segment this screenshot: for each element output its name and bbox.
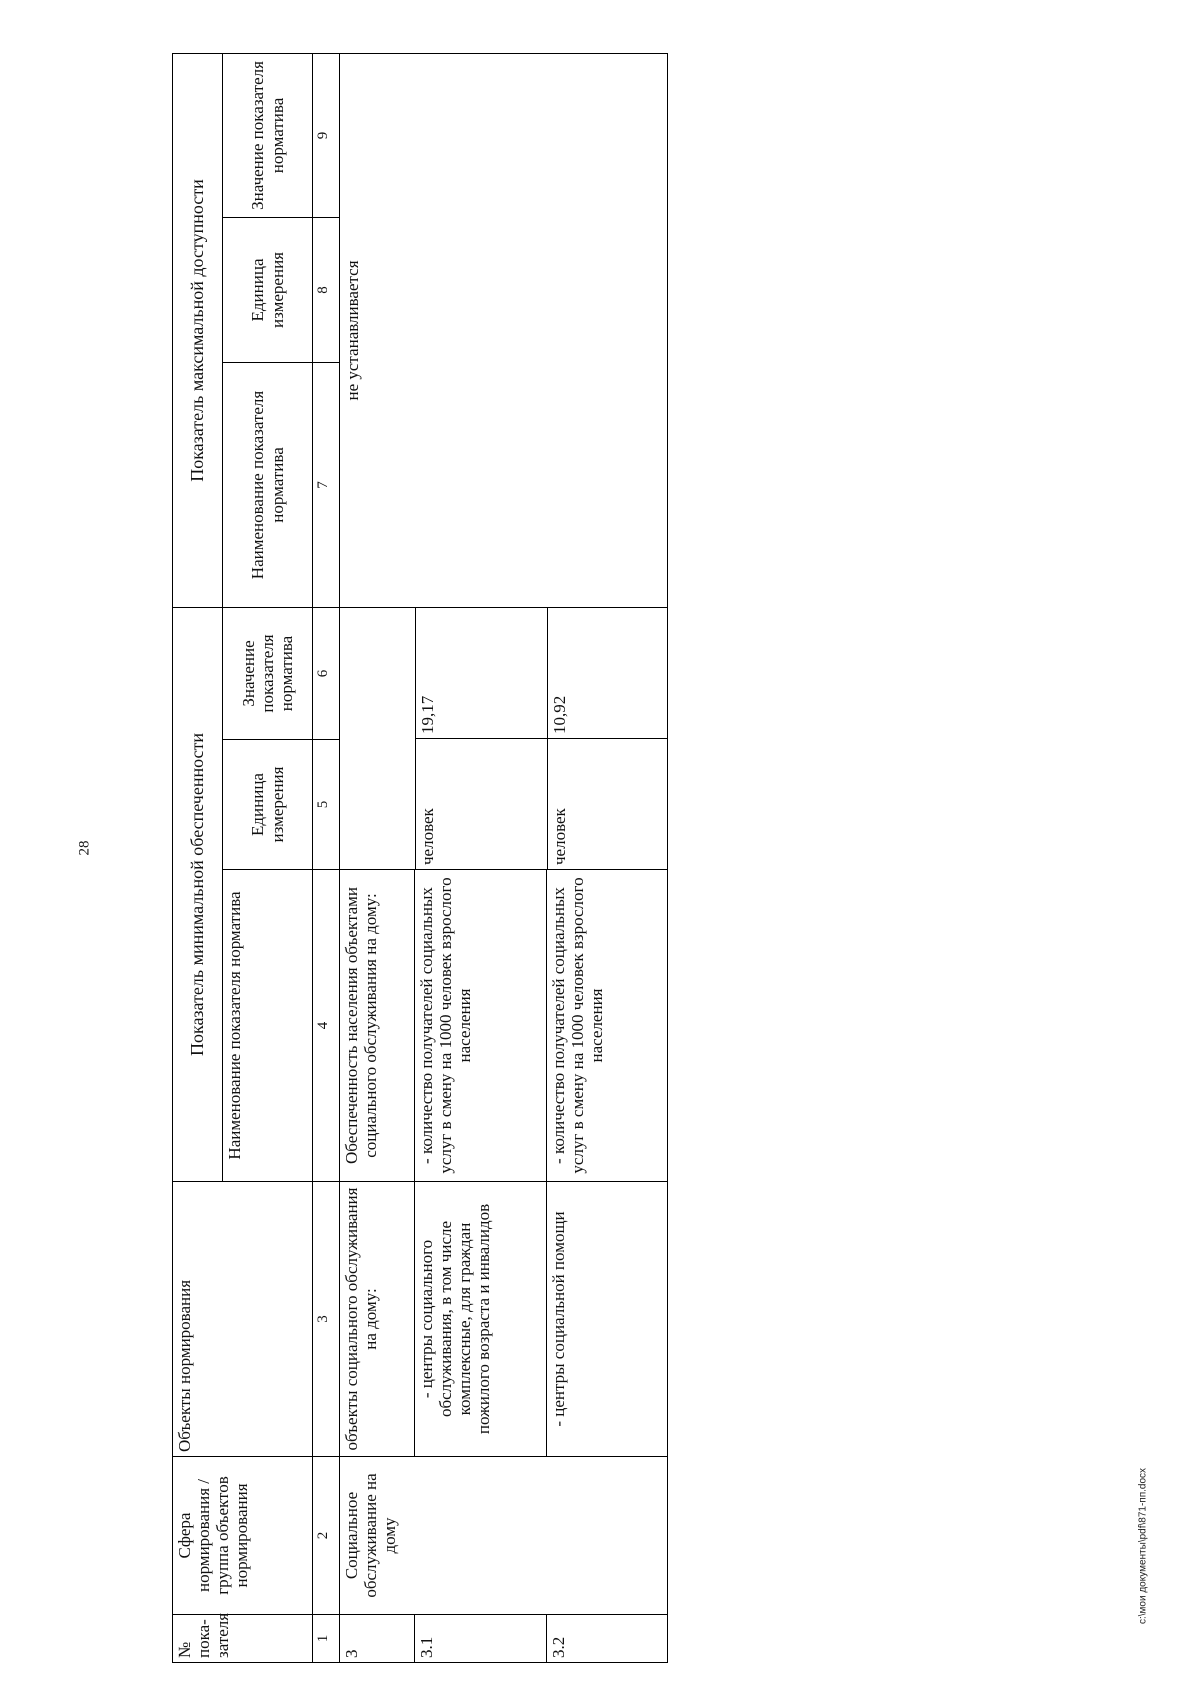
column-number: 5 xyxy=(313,740,340,870)
header-max-accessibility: Показатель максимальной доступности xyxy=(173,53,223,607)
header-max-unit: Единица измерения xyxy=(223,217,313,362)
header-objects: Объекты нормирования xyxy=(173,1182,313,1457)
page-number: 28 xyxy=(76,840,93,856)
max-not-established: не устанавливается xyxy=(340,53,668,607)
row-min-blank xyxy=(340,608,415,869)
column-number: 8 xyxy=(313,217,340,362)
header-min-provision: Показатель минимальной обеспеченности xyxy=(173,607,223,1181)
column-number-row xyxy=(313,53,340,1662)
row-min-name: - количество получателей социальных услуг в смену на 1000 человек взрослого населения xyxy=(415,870,547,1182)
rotated-table-container xyxy=(172,54,668,1663)
row-object: - центры социальной помощи xyxy=(547,1182,668,1457)
min-unit-value-subtable xyxy=(340,608,667,869)
header-sphere: Сфера нормирования / группа объектов нормирования xyxy=(173,1457,313,1615)
header-min-unit: Единица измерения xyxy=(223,740,313,870)
column-number: 7 xyxy=(313,362,340,607)
header-row-group xyxy=(173,53,223,1662)
header-num: № пока-зателя xyxy=(173,1615,313,1663)
row-num: 3.1 xyxy=(415,1615,547,1663)
row-object: объекты социального обслуживания на дому: xyxy=(340,1182,415,1457)
row-object: - центры социального обслуживания, в том числе комплексные, для граждан пожилого возраста и инвалидов xyxy=(415,1182,547,1457)
row-min-name: - количество получателей социальных услуг в смену на 1000 человек взрослого населения xyxy=(547,870,668,1182)
header-min-value: Значение показателя норматива xyxy=(223,607,313,739)
row-num: 3.2 xyxy=(547,1615,668,1663)
column-number: 2 xyxy=(313,1457,340,1615)
row-min-name: Обеспеченность населения объектами социального обслуживания на дому: xyxy=(340,870,415,1182)
column-number: 9 xyxy=(313,53,340,217)
header-max-value: Значение показателя норматива xyxy=(223,53,313,217)
column-number: 3 xyxy=(313,1182,340,1457)
row-num: 3 xyxy=(340,1615,415,1663)
row-min-unit: человек xyxy=(547,739,667,870)
header-min-name: Наименование показателя норматива xyxy=(223,870,313,1182)
row-min-value: 19,17 xyxy=(415,608,547,739)
footer-file-path: c:\мои документы\pdf\871-пп.docx xyxy=(1137,1467,1149,1625)
header-max-name: Наименование показателя норматива xyxy=(223,362,313,607)
row-sphere: Социальное обслуживание на дому xyxy=(340,1457,668,1615)
min-unit-value-block xyxy=(340,607,668,869)
column-number: 6 xyxy=(313,607,340,739)
table-row xyxy=(340,53,415,1662)
row-min-unit: человек xyxy=(415,739,547,870)
column-number: 4 xyxy=(313,870,340,1182)
norms-table xyxy=(172,53,668,1663)
column-number: 1 xyxy=(313,1615,340,1663)
row-min-value: 10,92 xyxy=(547,608,667,739)
